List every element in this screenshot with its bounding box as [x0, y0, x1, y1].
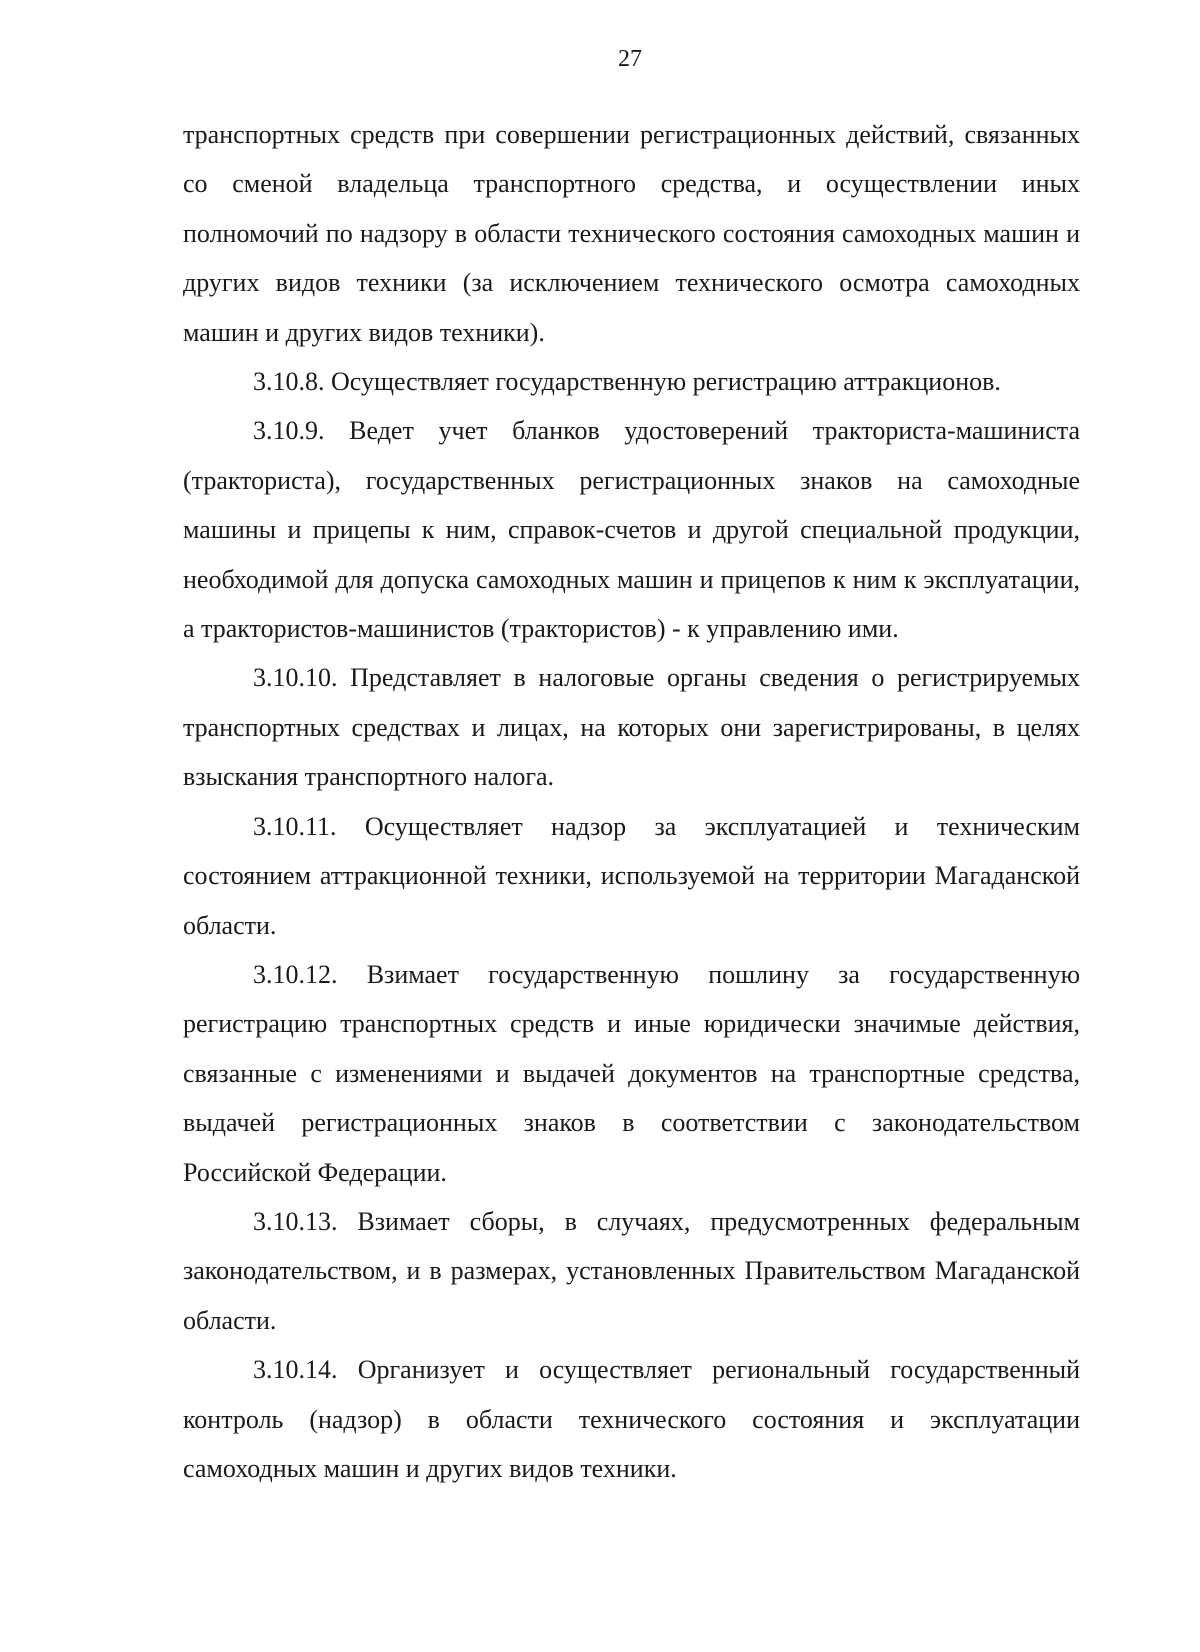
paragraph-3-10-11: 3.10.11. Осуществляет надзор за эксплуатацией и техническим состоянием аттракционной техники, используемой на территории Магаданской области. [183, 811, 1080, 940]
paragraph-3-10-12: 3.10.12. Взимает государственную пошлину за государственную регистрацию транспортных средств и иные юридически значимые действия, связанные с изменениями и выдачей документов на транспортные средства, выдачей регистрационных знаков в соответствии с законодательством Российской Федерации. [183, 959, 1080, 1187]
document-body [183, 110, 1080, 1493]
paragraph-3-10-8: 3.10.8. Осуществляет государственную регистрацию аттракционов. [253, 367, 1001, 397]
paragraph-3-10-13: 3.10.13. Взимает сборы, в случаях, предусмотренных федеральным законодательством, и в размерах, установленных Правительством Магаданской области. [183, 1206, 1080, 1335]
page-number: 27 [618, 46, 642, 72]
paragraph-continuation: транспортных средств при совершении регистрационных действий, связанных со сменой владельца транспортного средства, и осуществлении иных полномочий по надзору в области технического состояния самоходных машин и других видов техники (за исключением технического осмотра самоходных машин и других видов техники). [183, 120, 1080, 347]
paragraph-3-10-10: 3.10.10. Представляет в налоговые органы сведения о регистрируемых транспортных средствах и лицах, на которых они зарегистрированы, в целях взыскания транспортного налога. [183, 663, 1080, 792]
paragraph-3-10-9: 3.10.9. Ведет учет бланков удостоверений тракториста-машиниста (тракториста), государственных регистрационных знаков на самоходные машины и прицепы к ним, справок-счетов и другой специальной продукции, необходимой для допуска самоходных машин и прицепов к ним к эксплуатации, а трактористов-машинистов (трактористов) - к управлению ими. [183, 416, 1080, 644]
paragraph-3-10-14: 3.10.14. Организует и осуществляет региональный государственный контроль (надзор) в области технического состояния и эксплуатации самоходных машин и других видов техники. [183, 1355, 1080, 1483]
